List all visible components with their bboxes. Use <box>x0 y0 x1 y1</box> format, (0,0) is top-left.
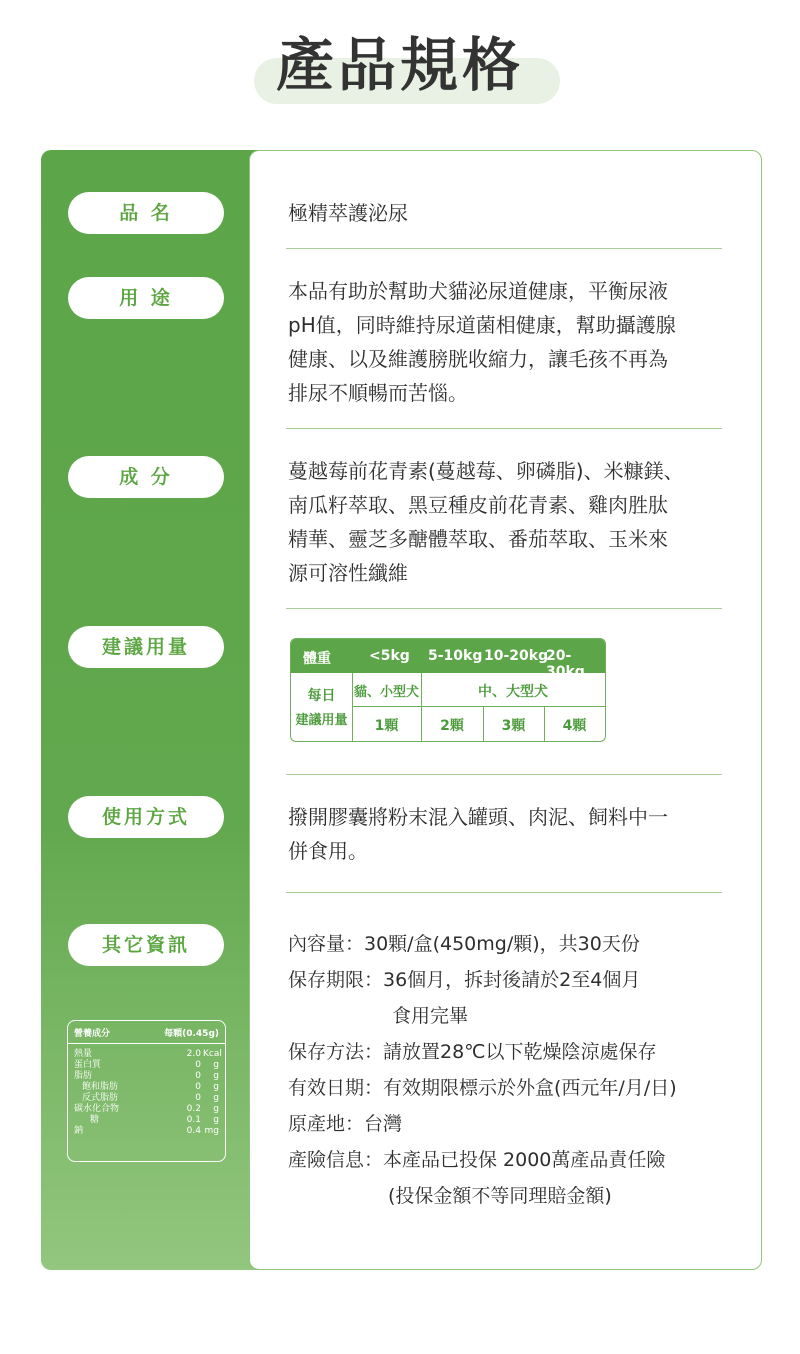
title-section <box>0 0 800 140</box>
nutrient-value: 0 <box>195 1071 201 1081</box>
info-line: 內容量：30顆/盒(450mg/顆)，共30天份 <box>288 933 640 955</box>
nutrient-value: 0 <box>195 1060 201 1070</box>
dosage-table <box>290 638 606 742</box>
nutrient-name: 飽和脂肪 <box>82 1082 119 1092</box>
cell-amount-1: 1顆 <box>374 718 399 734</box>
nutrient-unit: g <box>213 1104 219 1114</box>
ingredient-line: 精華、靈芝多醣體萃取、番茄萃取、玉米來 <box>288 527 668 551</box>
nutrient-unit: g <box>213 1060 219 1070</box>
divider <box>286 428 722 429</box>
cell-small: 貓、小型犬 <box>353 685 419 700</box>
nutrition-header <box>68 1021 225 1044</box>
info-line: 保存期限：36個月，拆封後請於2至4個月 <box>288 969 641 991</box>
nutrition-header-label: 營養成分 <box>74 1029 111 1039</box>
ingredient-line: 源可溶性纖維 <box>288 561 408 585</box>
nutrient-unit: g <box>213 1093 219 1103</box>
label-ingredients: 成 分 <box>68 456 224 498</box>
header-weight-4: 20-30kg <box>546 648 585 680</box>
ingredient-line: 蔓越莓前花青素(蔓越莓、卵磷脂)、米糠鎂、 <box>288 459 684 483</box>
header-weight-3: 10-20kg <box>484 648 549 664</box>
nutrition-row <box>74 1093 219 1104</box>
nutrient-value: 0 <box>195 1082 201 1092</box>
nutrition-row <box>74 1082 219 1093</box>
cell-amount-4: 4顆 <box>562 718 587 734</box>
nutrition-row <box>74 1049 222 1060</box>
nutrient-unit: g <box>213 1115 219 1125</box>
usage-line: 排尿不順暢而苦惱。 <box>288 381 468 405</box>
nutrition-serving: 每顆(0.45g) <box>164 1029 219 1039</box>
header-weight-2: 5-10kg <box>428 648 483 664</box>
method-text <box>288 800 748 868</box>
info-line: 保存方法：請放置28℃以下乾燥陰涼處保存 <box>288 1041 657 1063</box>
row-label-daily: 每日 <box>307 688 336 704</box>
nutrition-row <box>74 1071 219 1082</box>
usage-line: 本品有助於幫助犬貓泌尿道健康，平衡尿液 <box>288 279 668 303</box>
product-name: 極精萃護泌尿 <box>288 201 408 225</box>
method-line: 撥開膠囊將粉末混入罐頭、肉泥、飼料中一 <box>288 805 668 829</box>
nutrient-name: 糖 <box>90 1115 100 1125</box>
nutrition-row <box>74 1104 219 1115</box>
other-info <box>288 926 748 1214</box>
nutrition-row <box>74 1060 219 1071</box>
nutrient-name: 脂肪 <box>74 1071 93 1081</box>
usage-line: pH值，同時維持尿道菌相健康，幫助攝護腺 <box>288 313 676 337</box>
info-line: 原產地：台灣 <box>288 1113 403 1135</box>
cell-large: 中、大型犬 <box>478 684 548 700</box>
info-line: 食用完畢 <box>392 1005 469 1027</box>
divider <box>286 774 722 775</box>
nutrition-row <box>74 1126 219 1137</box>
divider <box>286 248 722 249</box>
label-name: 品 名 <box>68 192 224 234</box>
nutrient-unit: mg <box>204 1126 219 1136</box>
header-weight-1: <5kg <box>369 648 410 664</box>
ingredients-text <box>288 454 748 590</box>
nutrient-value: 0.4 <box>186 1126 201 1136</box>
label-method: 使用方式 <box>68 796 224 838</box>
nutrient-unit: g <box>213 1071 219 1081</box>
info-line: (投保金額不等同理賠金額) <box>388 1185 612 1207</box>
label-dosage: 建議用量 <box>68 626 224 668</box>
info-line: 產險信息：本產品已投保 2000萬產品責任險 <box>288 1149 666 1171</box>
nutrient-value: 0.1 <box>186 1115 201 1125</box>
usage-line: 健康、以及維護膀胱收縮力，讓毛孩不再為 <box>288 347 668 371</box>
nutrient-value: 0.2 <box>186 1104 201 1114</box>
nutrition-row <box>74 1115 219 1126</box>
cell-amount-3: 3顆 <box>501 718 526 734</box>
ingredient-line: 南瓜籽萃取、黑豆種皮前花青素、雞肉胜肽 <box>288 493 668 517</box>
info-line: 有效日期：有效期限標示於外盒(西元年/月/日) <box>288 1077 677 1099</box>
divider <box>286 608 722 609</box>
nutrition-facts <box>67 1020 226 1162</box>
label-usage: 用 途 <box>68 277 224 319</box>
nutrient-name: 蛋白質 <box>74 1060 102 1070</box>
divider <box>286 892 722 893</box>
usage-text <box>288 274 748 410</box>
label-other: 其它資訊 <box>68 924 224 966</box>
nutrient-value: 0 <box>195 1093 201 1103</box>
cell-amount-2: 2顆 <box>440 718 464 734</box>
nutrient-unit: g <box>213 1082 219 1092</box>
dosage-table-header <box>291 639 605 680</box>
nutrient-name: 鈉 <box>74 1126 84 1136</box>
nutrient-unit: Kcal <box>203 1049 222 1059</box>
nutrient-value: 2.0 <box>186 1049 201 1059</box>
header-weight: 體重 <box>303 651 331 667</box>
nutrient-name: 熱量 <box>74 1049 93 1059</box>
row-label-recommended: 建議用量 <box>295 713 348 728</box>
method-line: 併食用。 <box>288 839 368 863</box>
nutrient-name: 碳水化合物 <box>74 1104 120 1114</box>
nutrient-name: 反式脂肪 <box>82 1093 119 1103</box>
table-line <box>352 706 605 707</box>
page-title: 產品規格 <box>275 31 524 99</box>
